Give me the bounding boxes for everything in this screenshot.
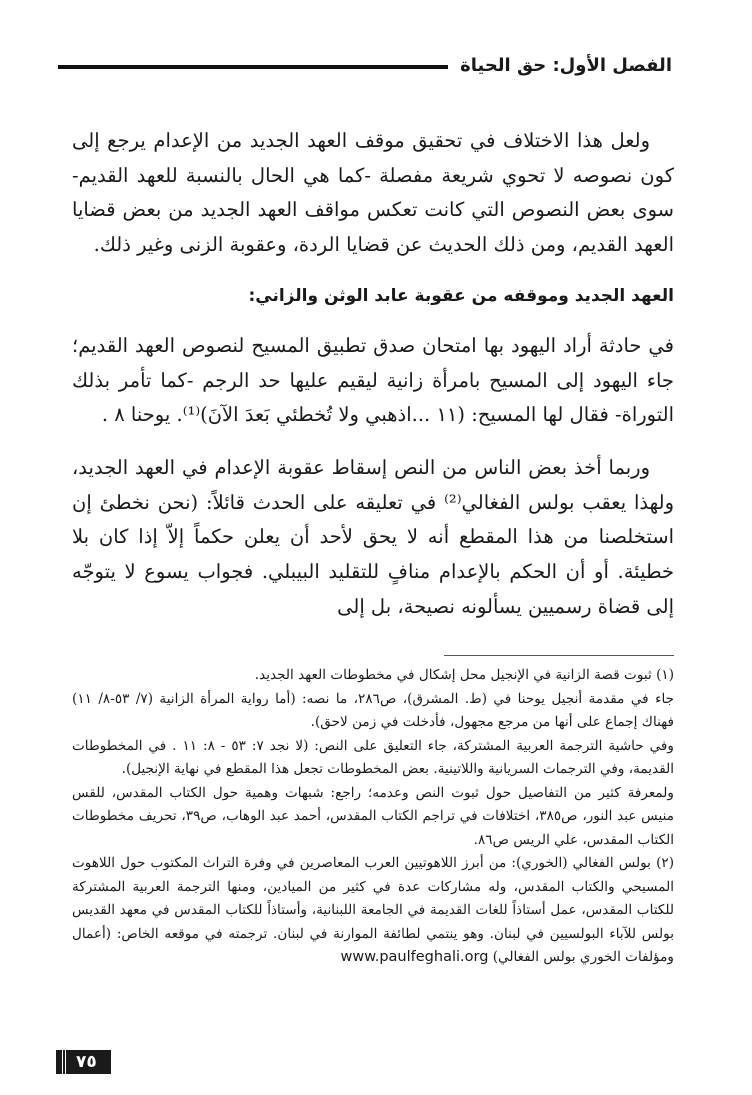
paragraph-1: ولعل هذا الاختلاف في تحقيق موقف العهد الجديد من الإعدام يرجع إلى كون نصوصه لا تحوي شريعة مفصلة -كما هي الحال بالنسبة للعهد القديم- سوى بعض النصوص التي كانت تعكس مواقف العهد الجديد من بعض قضايا العهد القديم، ومن ذلك الحديث عن قضايا الردة، وعقوبة الزنى وغير ذلك. — [72, 129, 674, 257]
website-link[interactable]: www.paulfeghali.org — [340, 949, 489, 965]
footnote-1-text: ولمعرفة كثير من التفاصيل حول ثبوت النص وعدمه؛ راجع: شبهات وهمية حول الكتاب المقدس، للقس منيس عبد النور، ص٣٨٥، اختلافات في تراجم الكتاب المقدس، أحمد عبد الوهاب، ص٣٩، تحريف مخطوطات الكتاب المقدس، علي الريس ص٨٦. — [72, 784, 674, 848]
header-rule — [58, 65, 457, 69]
page-number: ٧٥ — [62, 1050, 107, 1074]
footnote-separator — [444, 655, 674, 656]
running-header — [58, 50, 672, 82]
footnote-2-text: (٢) بولس الفغالي (الخوري): من أبرز اللاهوتيين العرب المعاصرين في وفرة التراث المكتوب حول اللاهوت المسيحي والكتاب المقدس، وله مشاركات عدة في كثير من الميادين، ومنها الترجمة العربية المشتركة للكتاب المقدس، عمل أستاذاً للغات القديمة في الجامعة اللبنانية، وأستاذاً للكتاب المقدس في معهد القديس بولس للآباء البولسيين في لبنان. وهو ينتمي لطائفة الموارنة في لبنان. ترجمته في موقعه الخاص: (أعمال ومؤلفات الخوري بولس الفغالي) — [72, 855, 674, 965]
section-subheading: العهد الجديد وموقفه من عقوبة عابد الوثن والزاني: — [248, 285, 674, 306]
paragraph-3: وربما أخذ بعض الناس من النص إسقاط عقوبة الإعدام في العهد الجديد، ولهذا يعقب بولس الفغالي⁽²⁾ في تعليقه على الحدث قائلاً: (نحن نخطئ إن استخلصنا من هذا المقطع أنه لا يحق لأحد أن يعلن حكماً إلاّ إذا كان بلا خطيئة. أو أن الحكم بالإعدام منافٍ للتقليد البيبلي. فجواب يسوع لا يتوجّه إلى قضاة رسميين يسألونه نصيحة، بل إلى — [72, 455, 674, 618]
footnote-2 — [72, 852, 674, 970]
paragraph-2: في حادثة أراد اليهود بها امتحان صدق تطبيق المسيح لنصوص العهد القديم؛ جاء اليهود إلى المسيح بامرأة زانية ليقيم عليها حد الرجم -كما تأمر بذلك التوراة- فقال لها المسيح: (١١ ...اذهبي ولا تُخطئي بَعدَ الآنَ)⁽¹⁾. يوحنا ٨ . — [72, 333, 674, 427]
page-number-bar — [56, 1050, 59, 1074]
chapter-title: الفصل الأول: حق الحياة — [448, 50, 672, 82]
footnote-1-text: جاء في مقدمة أنجيل يوحنا في (ط. المشرق)، ص٢٨٦، ما نصه: (أما رواية المرأة الزانية (٧/ ٥٣-٨/ ١١) فهناك إجماع على أنها من مرجع مجهول، فأدخلت في زمن لاحق). — [72, 690, 675, 730]
footnote-1: (١) ثبوت قصة الزانية في الإنجيل محل إشكال في مخطوطات العهد الجديد. — [254, 667, 674, 683]
footnotes — [72, 664, 674, 970]
footnote-1-text: وفي حاشية الترجمة العربية المشتركة، جاء التعليق على النص: (لا نجد ٧: ٥٣ - ٨: ١١ . في المخطوطات القديمة، وفي الترجمات السريانية واللاتينية. بعض المخطوطات تجعل هذا المقطع في نهاية الإنجيل). — [72, 737, 674, 777]
body-text — [72, 124, 674, 642]
